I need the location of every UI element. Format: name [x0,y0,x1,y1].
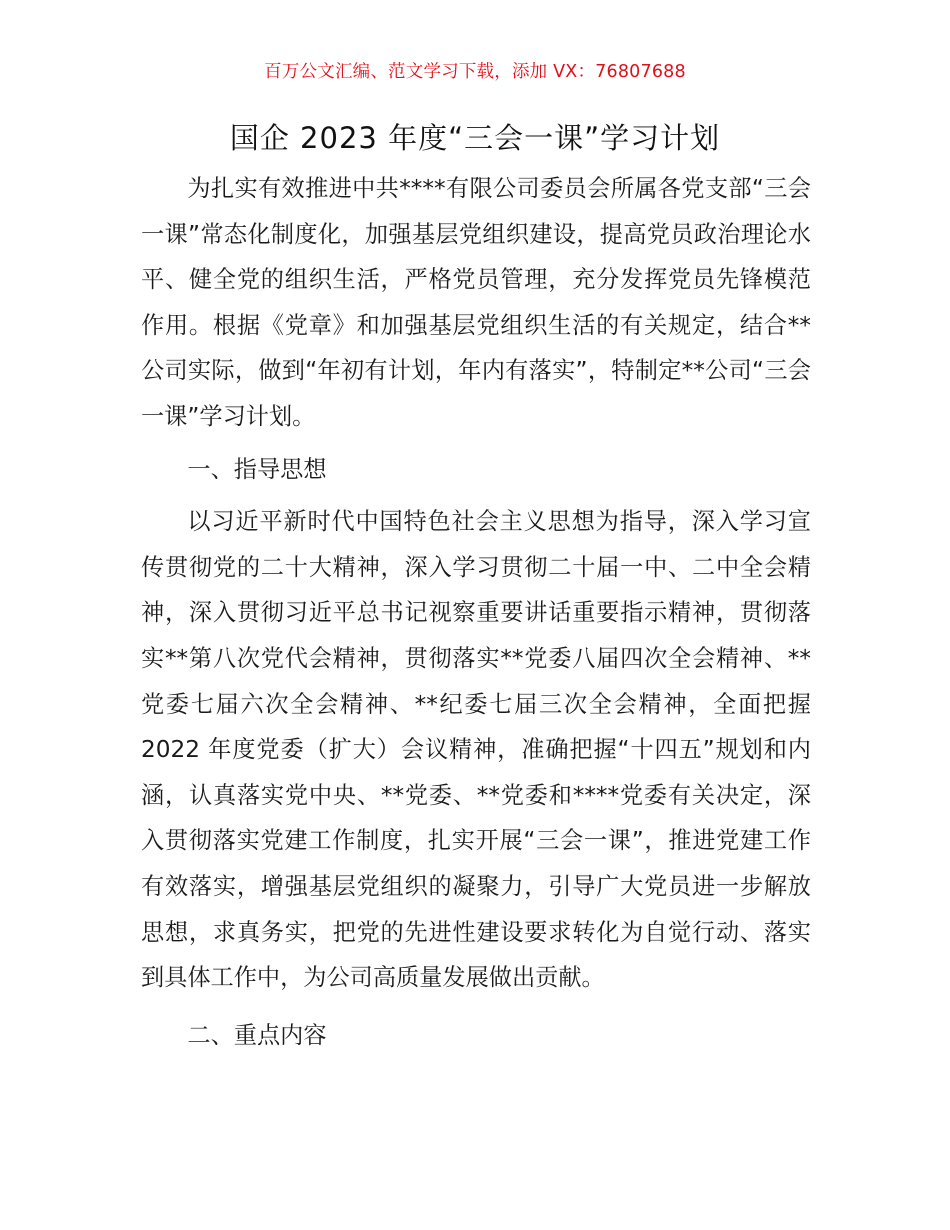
section-heading-guiding-thought: 一、指导思想 [187,455,327,483]
document-title: 国企 2023 年度“三会一课”学习计划 [229,121,721,155]
intro-paragraph: 为扎实有效推进中共****有限公司委员会所属各党支部“三会一课”常态化制度化，加强基层党组织建设，提高党员政治理论水平、健全党的组织生活，严格党员管理，充分发挥党员先锋模范作用。根据《党章》和加强基层党组织生活的有关规定，结合**公司实际，做到“年初有计划，年内有落实”，特制定**公司“三会一课”学习计划。 [141,175,811,430]
guiding-thought-paragraph: 以习近平新时代中国特色社会主义思想为指导，深入学习宣传贯彻党的二十大精神，深入学习贯彻二十届一中、二中全会精神，深入贯彻习近平总书记视察重要讲话重要指示精神，贯彻落实**第八次党代会精神，贯彻落实**党委八届四次全会精神、**党委七届六次全会精神、**纪委七届三次全会精神，全面把握 2022 年度党委（扩大）会议精神，准确把握“十四五”规划和内涵，认真落实党中央、**党委、**党委和****党委有关决定，深入贯彻落实党建工作制度，扎实开展“三会一课”，推进党建工作有效落实，增强基层党组织的凝聚力，引导广大党员进一步解放思想，求真务实，把党的先进性建设要求转化为自觉行动、落实到具体工作中，为公司高质量发展做出贡献。 [141,508,811,992]
section-heading-key-content: 二、重点内容 [187,1021,327,1049]
header-watermark-note: 百万公文汇编、范文学习下载，添加 VX：76807688 [264,62,686,82]
document-body [141,166,811,1065]
